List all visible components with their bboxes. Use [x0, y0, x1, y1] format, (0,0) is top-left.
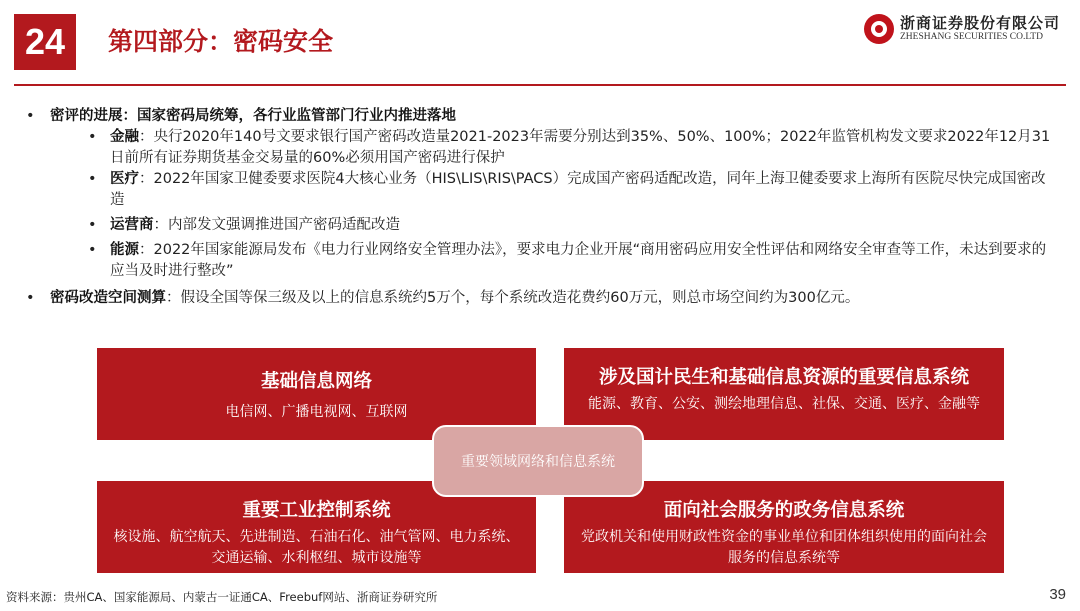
page-number: 39 — [1049, 586, 1066, 603]
sub-bullet-label: 金融 — [110, 129, 139, 145]
card-title: 重要工业控制系统 — [242, 500, 391, 521]
bullet-heading: 密码改造空间测算 — [50, 290, 166, 306]
sub-bullet-dot: • — [88, 217, 97, 233]
sub-bullet-text: ：央行2020年140号文要求银行国产密码改造量2021-2023年需要分别达到35%、50%、100%；2022年监管机构发文要求2022年12月31日前所有证券期货基金交易量的60%必须用国产密码进行保护 — [110, 129, 1051, 166]
card-body: 电信网、广播电视网、互联网 — [225, 404, 408, 420]
sub-bullet-finance — [26, 127, 1056, 169]
bullet-dot: • — [26, 290, 35, 306]
bullet-dot: • — [26, 108, 35, 124]
sub-bullet-operator — [26, 215, 1056, 236]
header-divider — [14, 84, 1066, 86]
card-body: 能源、教育、公安、测绘地理信息、社保、交通、医疗、金融等 — [588, 396, 980, 412]
sub-bullet-energy — [26, 240, 1056, 282]
logo-cn-text: 浙商证券股份有限公司 — [900, 14, 1061, 32]
sub-bullet-dot: • — [88, 242, 97, 258]
sub-bullet-dot: • — [88, 171, 97, 187]
center-label-box: 重要领域网络和信息系统 — [432, 425, 644, 497]
logo-en-text: ZHESHANG SECURITIES CO.LTD — [900, 32, 1043, 42]
bullet-list — [26, 106, 1066, 309]
bullet-heading: 密评的进展：国家密码局统筹，各行业监管部门行业内推进落地 — [50, 108, 456, 124]
bullet-item-progress — [26, 106, 1066, 127]
company-logo — [864, 14, 1060, 44]
sub-bullet-medical — [26, 169, 1056, 211]
bullet-text: ：假设全国等保三级及以上的信息系统约5万个，每个系统改造花费约60万元，则总市场空间约为300亿元。 — [166, 290, 860, 306]
sub-bullet-label: 能源 — [110, 242, 139, 258]
sub-bullet-label: 运营商 — [110, 217, 154, 233]
sub-bullet-text: ：2022年国家能源局发布《电力行业网络安全管理办法》，要求电力企业开展“商用密码应用安全性评估和网络安全审查等工作，未达到要求的应当及时进行整改” — [110, 242, 1047, 279]
card-title: 面向社会服务的政务信息系统 — [663, 500, 905, 521]
sub-bullet-text: ：2022年国家卫健委要求医院4大核心业务（HIS\LIS\RIS\PACS）完成国产密码适配改造，同年上海卫健委要求上海所有医院尽快完成国密改造 — [110, 171, 1046, 208]
sub-bullet-dot: • — [88, 129, 97, 145]
card-title: 基础信息网络 — [260, 371, 372, 392]
card-body: 党政机关和使用财政性资金的事业单位和团体组织使用的面向社会服务的信息系统等 — [581, 529, 987, 566]
section-number: 24 — [14, 14, 76, 70]
sub-bullet-text: ：内部发文强调推进国产密码适配改造 — [153, 217, 400, 233]
sub-bullet-label: 医疗 — [110, 171, 139, 187]
page-title: 第四部分：密码安全 — [108, 27, 334, 56]
card-title: 涉及国计民生和基础信息资源的重要信息系统 — [598, 367, 969, 388]
card-body: 核设施、航空航天、先进制造、石油石化、油气管网、电力系统、交通运输、水利枢纽、城市设施等 — [113, 529, 520, 566]
logo-icon — [864, 14, 894, 44]
bullet-item-market — [26, 288, 1066, 309]
source-note: 资料来源：贵州CA、国家能源局、内蒙古一证通CA、Freebuf网站、浙商证券研究所 — [6, 590, 438, 604]
